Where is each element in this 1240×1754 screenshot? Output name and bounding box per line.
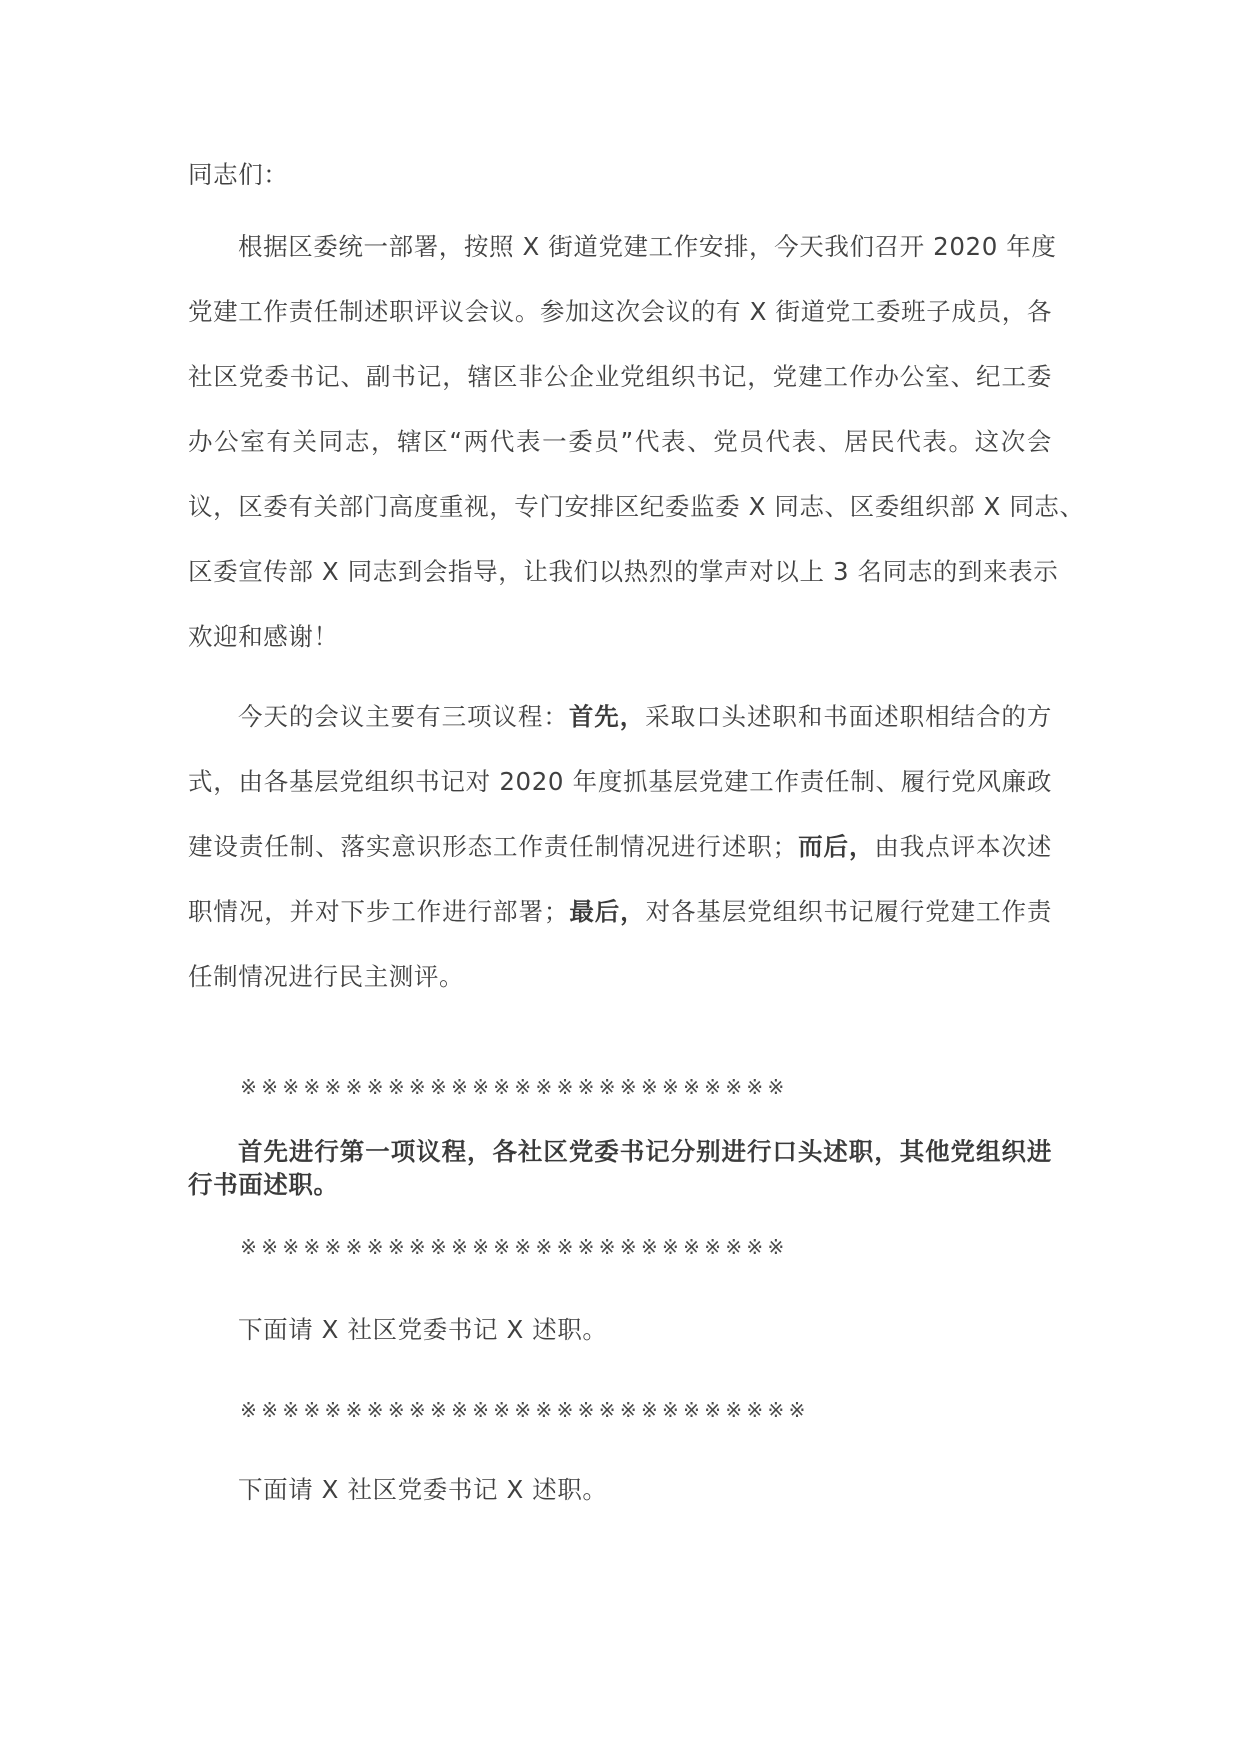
- reference-mark-glyph: ※: [598, 1398, 616, 1422]
- reference-mark-glyph: ※: [514, 1235, 532, 1259]
- reference-mark-glyph: ※: [746, 1235, 764, 1259]
- bold-line: 行书面述职。: [188, 1170, 339, 1199]
- reference-mark-glyph: ※: [556, 1075, 574, 1099]
- reference-mark-glyph: ※: [261, 1235, 279, 1259]
- paragraph-line: 议，区委有关部门高度重视，专门安排区纪委监委 X 同志、区委组织部 X 同志、: [188, 492, 1085, 521]
- reference-mark-glyph: ※: [619, 1235, 637, 1259]
- paragraph-line: 区委宣传部 X 同志到会指导，让我们以热烈的掌声对以上 3 名同志的到来表示: [188, 557, 1059, 586]
- paragraph-line: [188, 832, 1052, 862]
- reference-mark-glyph: ※: [282, 1235, 300, 1259]
- reference-mark-glyph: ※: [514, 1075, 532, 1099]
- text-run: 由我点评本次述: [874, 832, 1052, 861]
- reference-mark-glyph: ※: [493, 1398, 511, 1422]
- reference-mark-glyph: ※: [640, 1398, 658, 1422]
- salutation: 同志们：: [188, 160, 289, 189]
- bold-line: 首先进行第一项议程，各社区党委书记分别进行口头述职，其他党组织进: [238, 1137, 1052, 1166]
- reference-mark-glyph: ※: [240, 1075, 257, 1099]
- paragraph-line: [188, 897, 1052, 927]
- reference-mark-glyph: ※: [472, 1398, 489, 1422]
- reference-mark-glyph: ※: [598, 1235, 616, 1259]
- reference-mark-separator: [238, 1075, 786, 1099]
- reference-mark-glyph: ※: [387, 1398, 405, 1422]
- reference-mark-glyph: ※: [619, 1075, 637, 1099]
- paragraph-line: 欢迎和感谢！: [188, 622, 339, 651]
- reference-mark-glyph: ※: [535, 1075, 553, 1099]
- reference-mark-glyph: ※: [261, 1398, 279, 1422]
- reference-mark-glyph: ※: [683, 1398, 700, 1422]
- reference-mark-glyph: ※: [303, 1398, 321, 1422]
- reference-mark-glyph: ※: [240, 1235, 257, 1259]
- reference-mark-glyph: ※: [451, 1235, 468, 1259]
- paragraph-line: 社区党委书记、副书记，辖区非公企业党组织书记，党建工作办公室、纪工委: [188, 362, 1052, 391]
- reference-mark-glyph: ※: [535, 1398, 553, 1422]
- reference-mark-glyph: ※: [725, 1398, 743, 1422]
- reference-mark-glyph: ※: [282, 1075, 300, 1099]
- reference-mark-glyph: ※: [746, 1075, 764, 1099]
- emphasis-finally: 最后，: [569, 897, 646, 926]
- reference-mark-glyph: ※: [366, 1075, 384, 1099]
- reference-mark-glyph: ※: [324, 1235, 342, 1259]
- reference-mark-glyph: ※: [261, 1075, 279, 1099]
- emphasis-first: 首先，: [568, 702, 646, 731]
- reference-mark-glyph: ※: [577, 1235, 595, 1259]
- reference-mark-glyph: ※: [767, 1235, 785, 1259]
- reference-mark-glyph: ※: [240, 1398, 257, 1422]
- reference-mark-glyph: ※: [577, 1075, 595, 1099]
- reference-mark-glyph: ※: [683, 1075, 700, 1099]
- reference-mark-glyph: ※: [619, 1398, 637, 1422]
- reference-mark-glyph: ※: [577, 1398, 595, 1422]
- reference-mark-glyph: ※: [472, 1075, 489, 1099]
- reference-mark-glyph: ※: [387, 1235, 405, 1259]
- reference-mark-glyph: ※: [556, 1235, 574, 1259]
- reference-mark-separator: [238, 1235, 786, 1259]
- reference-mark-glyph: ※: [282, 1398, 300, 1422]
- paragraph-line: 办公室有关同志，辖区“两代表一委员”代表、党员代表、居民代表。这次会: [188, 427, 1052, 456]
- reference-mark-glyph: ※: [535, 1235, 553, 1259]
- reference-mark-glyph: ※: [598, 1075, 616, 1099]
- reference-mark-glyph: ※: [430, 1075, 447, 1099]
- reference-mark-glyph: ※: [430, 1398, 447, 1422]
- paragraph-line: 任制情况进行民主测评。: [188, 962, 465, 991]
- reference-mark-glyph: ※: [640, 1075, 658, 1099]
- reference-mark-glyph: ※: [472, 1235, 489, 1259]
- reference-mark-glyph: ※: [514, 1398, 532, 1422]
- text-run: 今天的会议主要有三项议程：: [238, 702, 569, 731]
- reference-mark-glyph: ※: [662, 1075, 679, 1099]
- reference-mark-glyph: ※: [366, 1398, 384, 1422]
- reference-mark-glyph: ※: [345, 1235, 363, 1259]
- reference-mark-glyph: ※: [324, 1398, 342, 1422]
- reference-mark-glyph: ※: [345, 1398, 363, 1422]
- reference-mark-glyph: ※: [725, 1075, 743, 1099]
- text-run: 职情况，并对下步工作进行部署；: [188, 897, 569, 926]
- reference-mark-glyph: ※: [408, 1398, 426, 1422]
- reference-mark-glyph: ※: [493, 1235, 511, 1259]
- reference-mark-glyph: ※: [746, 1398, 764, 1422]
- call-to-report: 下面请 X 社区党委书记 X 述职。: [238, 1475, 608, 1504]
- paragraph-line: 党建工作责任制述职评议会议。参加这次会议的有 X 街道党工委班子成员，各: [188, 297, 1052, 326]
- reference-mark-glyph: ※: [430, 1235, 447, 1259]
- reference-mark-glyph: ※: [662, 1398, 679, 1422]
- reference-mark-glyph: ※: [662, 1235, 679, 1259]
- reference-mark-glyph: ※: [556, 1398, 574, 1422]
- text-run: 建设责任制、落实意识形态工作责任制情况进行述职；: [188, 832, 798, 861]
- reference-mark-glyph: ※: [408, 1075, 426, 1099]
- reference-mark-separator: [238, 1398, 808, 1422]
- text-run: 采取口头述职和书面述职相结合的方: [645, 702, 1052, 731]
- reference-mark-glyph: ※: [324, 1075, 342, 1099]
- reference-mark-glyph: ※: [767, 1398, 785, 1422]
- reference-mark-glyph: ※: [640, 1235, 658, 1259]
- reference-mark-glyph: ※: [683, 1235, 700, 1259]
- paragraph-line: [238, 702, 1052, 732]
- reference-mark-glyph: ※: [788, 1398, 806, 1422]
- call-to-report: 下面请 X 社区党委书记 X 述职。: [238, 1315, 608, 1344]
- reference-mark-glyph: ※: [366, 1235, 384, 1259]
- reference-mark-glyph: ※: [704, 1235, 721, 1259]
- reference-mark-glyph: ※: [408, 1235, 426, 1259]
- reference-mark-glyph: ※: [725, 1235, 743, 1259]
- reference-mark-glyph: ※: [493, 1075, 511, 1099]
- emphasis-then: 而后，: [797, 832, 875, 861]
- reference-mark-glyph: ※: [387, 1075, 405, 1099]
- reference-mark-glyph: ※: [303, 1235, 321, 1259]
- reference-mark-glyph: ※: [303, 1075, 321, 1099]
- reference-mark-glyph: ※: [704, 1398, 721, 1422]
- reference-mark-glyph: ※: [704, 1075, 721, 1099]
- paragraph-line: 根据区委统一部署，按照 X 街道党建工作安排，今天我们召开 2020 年度: [238, 232, 1057, 261]
- reference-mark-glyph: ※: [767, 1075, 785, 1099]
- reference-mark-glyph: ※: [451, 1075, 468, 1099]
- reference-mark-glyph: ※: [451, 1398, 468, 1422]
- reference-mark-glyph: ※: [345, 1075, 363, 1099]
- paragraph-line: 式，由各基层党组织书记对 2020 年度抓基层党建工作责任制、履行党风廉政: [188, 767, 1052, 796]
- text-run: 对各基层党组织书记履行党建工作责: [645, 897, 1053, 926]
